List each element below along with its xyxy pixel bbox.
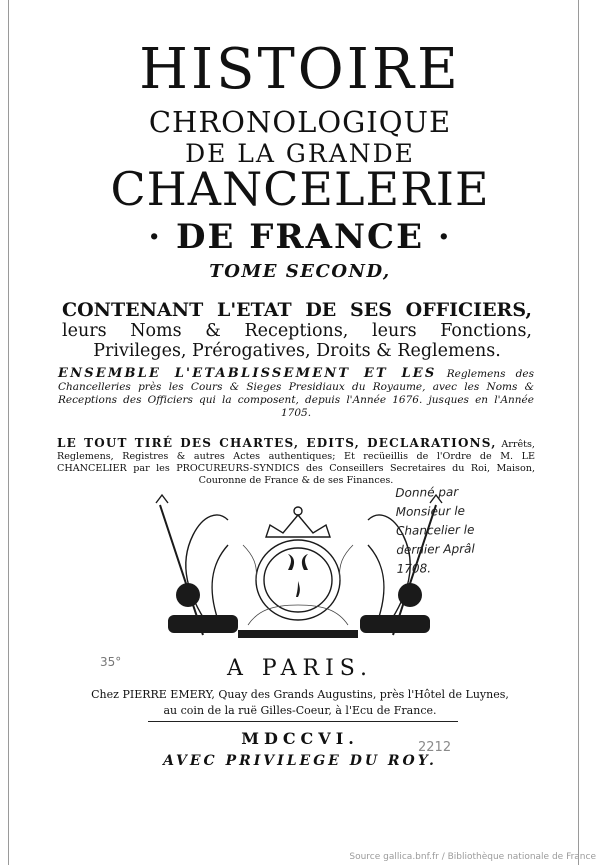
left-foliage xyxy=(186,515,228,625)
title-line-2: CHRONOLOGIQUE xyxy=(148,105,452,139)
handwritten-inscription xyxy=(395,482,505,579)
source-attribution: Source gallica.bnf.fr / Bibliothèque nationale de France xyxy=(349,852,596,862)
establishment-lead: ENSEMBLE L'ETABLISSEMENT ET LES xyxy=(58,366,437,381)
title-line-3: DE LA GRANDE xyxy=(185,139,415,168)
inscription-line: Chancelier le xyxy=(395,522,475,538)
imprint-year: MDCCVI. xyxy=(241,729,359,748)
volume-label: TOME SECOND, xyxy=(209,261,391,282)
imprint-line-1: Chez PIERRE EMERY, Quay des Grands Augustins, près l'Hôtel de Luynes, xyxy=(91,688,509,701)
inscription-line: Monsieur le xyxy=(395,503,466,519)
inscription-line: Donné par xyxy=(395,484,459,500)
imprint-city: A PARIS. xyxy=(226,656,374,681)
title-line-4: CHANCELERIE xyxy=(110,162,490,216)
sources-text: Arrêts, Reglemens, Registres & autres Actes authentiques; Et recüeillis de l'Ordre de M. LE CHANCELIER par les PROCUREURS-SYNDICS des Conseillers Secretaires du Roi, Maison, Couronne de France & de ses Finances. xyxy=(57,439,535,486)
contents-paragraph xyxy=(62,300,532,361)
left-cherub xyxy=(176,583,200,607)
title-line-1: HISTOIRE xyxy=(139,37,461,102)
imprint-line-2: au coin de la ruë Gilles-Coeur, à l'Ecu de France. xyxy=(163,704,437,717)
catalog-number-mark: 2212 xyxy=(418,740,452,755)
shelf-number-mark: 35° xyxy=(100,655,122,669)
title-line-5: · DE FRANCE · xyxy=(148,217,452,257)
arms-shield xyxy=(256,540,340,620)
inscription-line: 1708. xyxy=(396,561,432,576)
royal-privilege: AVEC PRIVILEGE DU ROY. xyxy=(163,753,437,769)
contents-text: leurs Noms & Receptions, leurs Fonctions, Privileges, Prérogatives, Droits & Reglemens. xyxy=(62,321,532,361)
sources-lead: LE TOUT TIRÉ DES CHARTES, EDITS, DECLARATIONS, xyxy=(57,436,497,450)
crown xyxy=(266,515,330,537)
inscription-line: dernier Aprâl xyxy=(396,541,475,557)
sources-paragraph xyxy=(57,437,535,487)
establishment-paragraph xyxy=(58,367,534,420)
right-cherub xyxy=(398,583,422,607)
contents-lead: CONTENANT L'ETAT DE SES OFFICIERS, xyxy=(62,299,532,321)
establishment-text: Reglemens des Chancelleries près les Cours & Sieges Presidiaux du Royaume, avec les Noms & Receptions des Officiers qui la composent, depuis l'Année 1676. jusques en l'Année 1705. xyxy=(58,368,534,419)
imprint-rule xyxy=(148,721,458,722)
